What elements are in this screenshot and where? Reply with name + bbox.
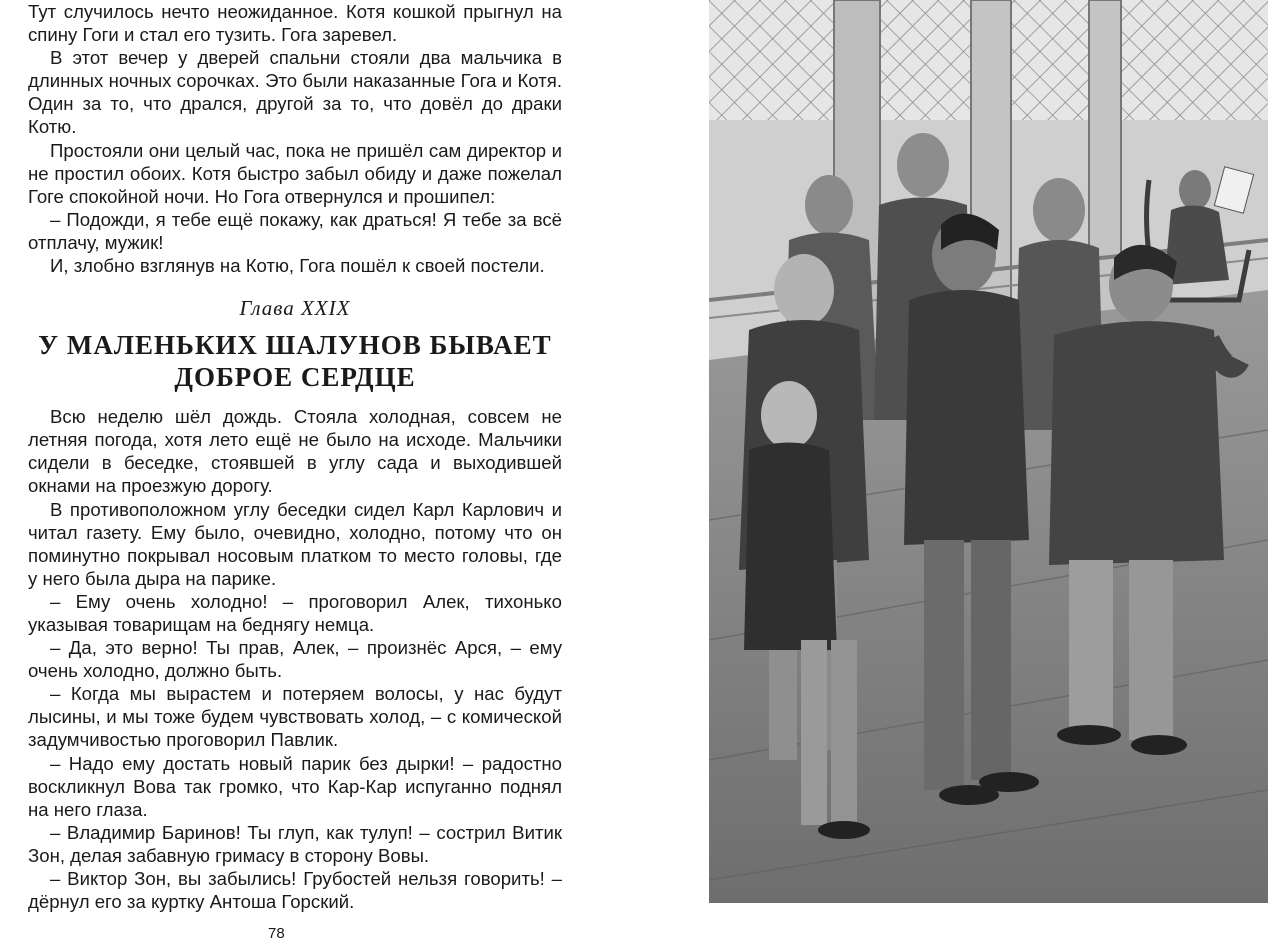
paragraph: – Виктор Зон, вы забылись! Грубостей нельзя говорить! – дёрнул его за куртку Антоша Горский. (28, 868, 562, 913)
paragraph: – Надо ему достать новый парик без дырки! – радостно воскликнул Вова так громко, что Кар-Кар испуганно поднял на него глаза. (28, 752, 562, 820)
chapter-label: Глава XXIX (239, 296, 351, 321)
chapter-title-line: У МАЛЕНЬКИХ ШАЛУНОВ БЫВАЕТ (38, 330, 552, 361)
paragraph: Тут случилось нечто неожиданное. Котя кошкой прыгнул на спину Гоги и стал его тузить. Гога заревел. (28, 1, 562, 46)
chapter-title (28, 329, 562, 393)
paragraph: В противоположном углу беседки сидел Карл Карлович и читал газету. Ему было, очевидно, холодно, потому что он поминутно покрывал носовым платком то место головы, где у него была дыра на парике. (28, 498, 562, 589)
paragraph: – Ему очень холодно! – проговорил Алек, тихонько указывая товарищам на беднягу немца. (28, 590, 562, 635)
paragraph: Простояли они целый час, пока не пришёл сам директор и не простил обоих. Котя быстро забыл обиду и даже пожелал Гоге спокойной ночи. Но Гога отвернулся и прошипел: (28, 139, 562, 207)
paragraph: – Владимир Баринов! Ты глуп, как тулуп! – сострил Витик Зон, делая забавную гримасу в сторону Вовы. (28, 821, 562, 866)
chapter-title-line: ДОБРОЕ СЕРДЦЕ (174, 362, 416, 393)
paragraph: Всю неделю шёл дождь. Стояла холодная, совсем не летняя погода, хотя лето ещё не было на исходе. Мальчики сидели в беседке, стоявшей в углу сада и выходившей окнами на проезжую дорогу. (28, 406, 562, 497)
paragraph: – Подожди, я тебе ещё покажу, как драться! Я тебе за всё отплачу, мужик! (28, 208, 562, 253)
illustration (709, 0, 1268, 903)
boys-in-gazebo-illustration (709, 0, 1268, 903)
paragraph: – Когда мы вырастем и потеряем волосы, у нас будут лысины, и мы тоже будем чувствовать холод, – с комической задумчивостью проговорил Павлик. (28, 683, 562, 751)
paragraph: И, злобно взглянув на Котю, Гога пошёл к своей постели. (50, 255, 545, 277)
paragraph: В этот вечер у дверей спальни стояли два мальчика в длинных ночных сорочках. Это были наказанные Гога и Котя. Один за то, что дрался, другой за то, что довёл до драки Котю. (28, 47, 562, 138)
text-column (28, 0, 562, 913)
page-number: 78 (268, 925, 285, 942)
paragraph: – Да, это верно! Ты прав, Алек, – произнёс Арся, – ему очень холодно, должно быть. (28, 637, 562, 682)
